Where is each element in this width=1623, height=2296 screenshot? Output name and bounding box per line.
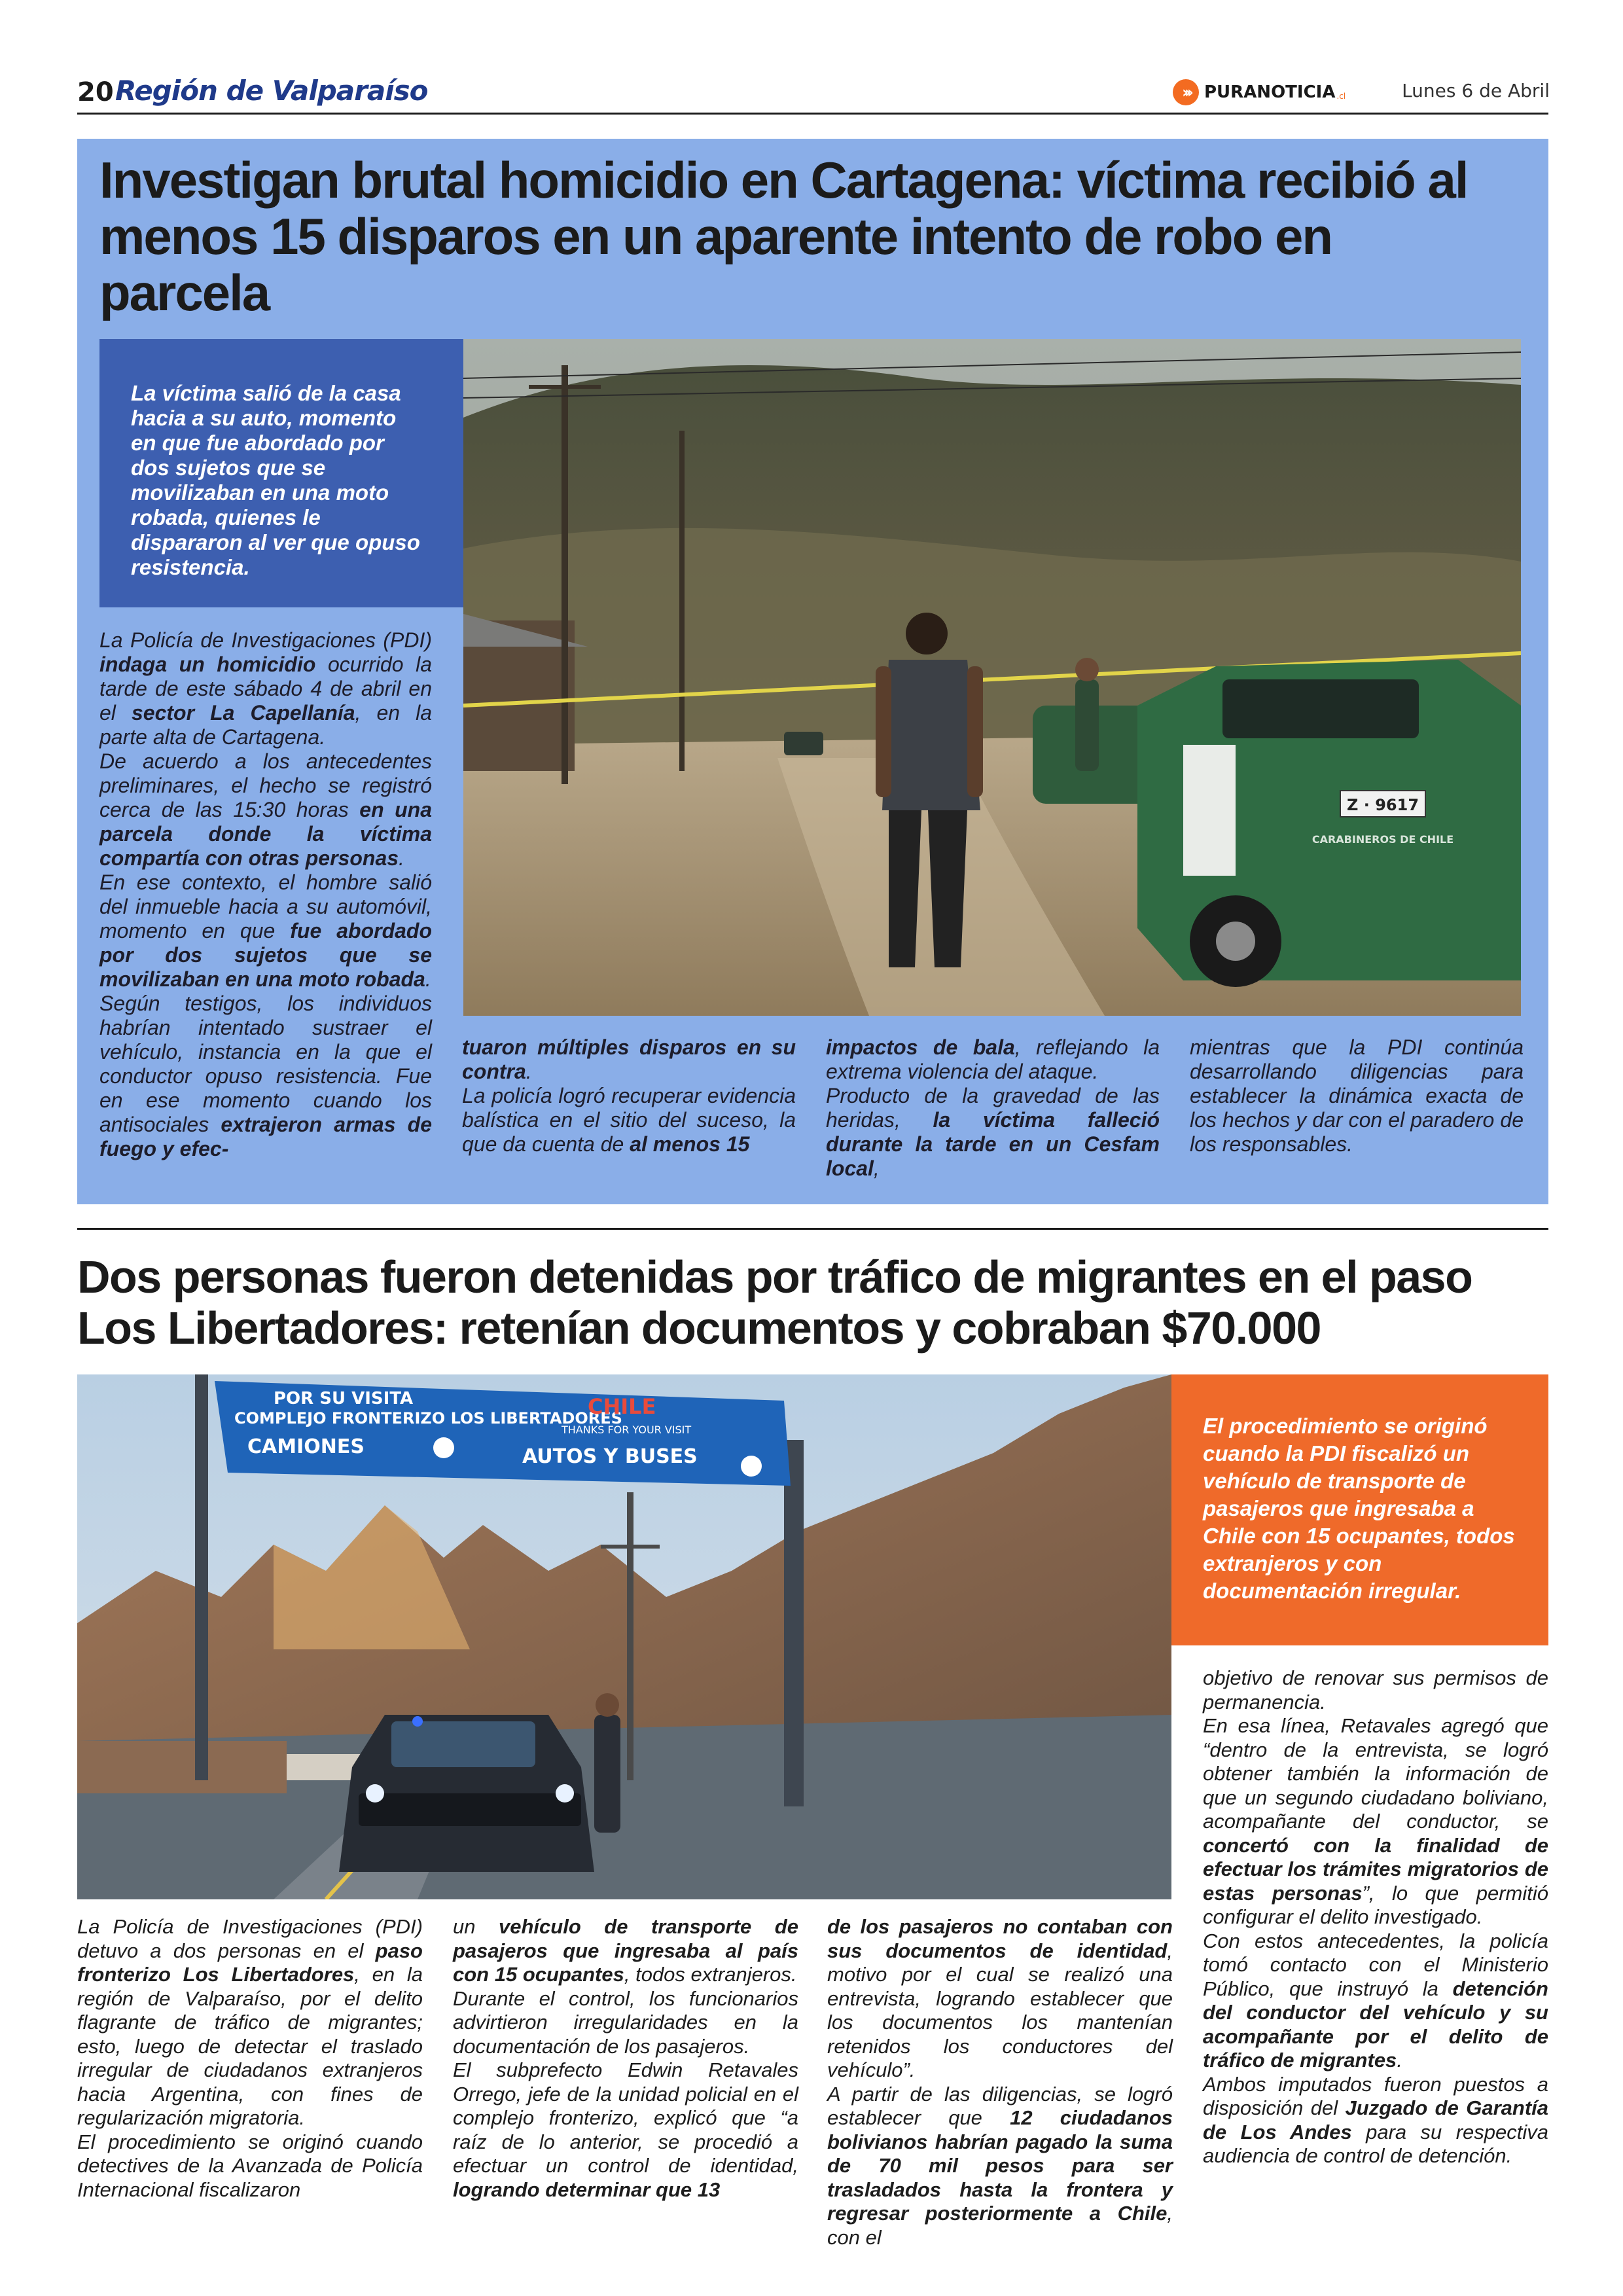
story2-c3-bold: de los pasajeros no contaban con sus documentos de identidad xyxy=(827,1915,1173,1962)
sign-complex-text: COMPLEJO FRONTERIZO LOS LIBERTADORES xyxy=(234,1409,622,1427)
story2-c4-text: para su respectiva audiencia de control de detención. xyxy=(1203,2120,1548,2167)
story2-c2-text: un xyxy=(453,1915,499,1938)
story2-c4-text: ”, lo que permitió configurar el delito investigado. xyxy=(1203,1881,1548,1928)
logo-suffix: .cl xyxy=(1336,92,1346,101)
border-crossing-illustration xyxy=(77,1374,1171,1899)
story1-c1-bold: en una parcela donde la víctima compartía con otras personas xyxy=(99,798,433,870)
story2-column-4 xyxy=(1203,1666,1548,2168)
story-divider xyxy=(77,1228,1548,1230)
story1-c2-bold: tuaron múltiples disparos en su contra xyxy=(462,1035,796,1083)
play-arrows-icon: ››› xyxy=(1173,79,1199,105)
story1-c2-text: La policía logró recuperar evidencia balística en el sitio del suceso, la que da cuenta de xyxy=(462,1084,796,1156)
story1-highlight-box xyxy=(99,339,463,607)
page-number: 20 xyxy=(77,77,114,107)
story2-c1-text: , en la región de Valparaíso, por el delito flagrante de tráfico de migrantes; esto, luego de detectar el traslado irregular de ciudadanos extranjeros hacia Argentina, con fines de regularización migratoria. xyxy=(77,1963,423,2129)
vehicle-label: CARABINEROS DE CHILE xyxy=(1311,833,1454,846)
story1-c3-bold: impactos de bala xyxy=(826,1035,1015,1059)
sign-thanks-text: THANKS FOR YOUR VISIT xyxy=(562,1424,692,1436)
story1-c1-text: . xyxy=(399,846,404,870)
story1-c3-text: , xyxy=(873,1157,880,1180)
story1-c1-bold: extrajeron armas de fuego y efec- xyxy=(99,1113,432,1160)
story2-c1-text: La Policía de Investigaciones (PDI) detuvo a dos personas en el xyxy=(77,1915,423,1962)
story2-headline: Dos personas fueron detenidas por tráfico de migrantes en el paso Los Libertadores: retenían documentos y cobraban $70.000 xyxy=(77,1251,1472,1354)
story2-column-3 xyxy=(827,1915,1173,2250)
logo-text: PURANOTICIA xyxy=(1204,82,1336,102)
story2-c3-text: , motivo por el cual se realizó una entrevista, logrando establecer que los documentos los mantenían retenidos los conductores del vehículo”. xyxy=(827,1939,1173,2081)
story1-c3-text: Producto de la gravedad de las heridas, xyxy=(826,1084,1160,1132)
story2-c2-bold: vehículo de transporte de pasajeros que ingresaba al país con 15 ocupantes xyxy=(453,1915,798,1986)
story2-c2-bold: logrando determinar que 13 xyxy=(453,2178,721,2201)
sign-top-text: POR SU VISITA xyxy=(274,1389,414,1408)
story2-c3-text: A partir de las diligencias, se logró establecer que xyxy=(827,2082,1173,2129)
arrow-icon xyxy=(433,1437,454,1458)
story1-c3-bold: la víctima falleció durante la tarde en un Cesfam local xyxy=(826,1108,1160,1180)
story2-c3-text: , con el xyxy=(827,2202,1173,2249)
story1-headline: Investigan brutal homicidio en Cartagena: víctima recibió al menos 15 disparos en un aparente intento de robo en parcela xyxy=(99,151,1468,321)
story2-c2-text: Durante el control, los funcionarios advirtieron irregularidades en la documentación de los pasajeros. xyxy=(453,1986,798,2058)
story1-c1-text: Según testigos, los individuos habrían intentado sustraer el vehículo, instancia en la que el conductor opuso resistencia. Fue en ese momento cuando los antisociales xyxy=(99,992,432,1136)
story2-c4-text: En esa línea, Retavales agregó que “dentro de la entrevista, se logró obtener también la información de que un segundo ciudadano boliviano, acompañante del conductor, se xyxy=(1203,1714,1548,1833)
crime-scene-illustration xyxy=(463,339,1521,1016)
story2-c4-bold: detención del conductor del vehículo y su acompañante por el delito de tráfico de migrantes xyxy=(1203,1977,1548,2072)
story1-c2-text: . xyxy=(526,1060,532,1083)
story1-c1-text: ocurrido la tarde de este sábado 4 de abril en el xyxy=(99,653,432,725)
license-plate: Z · 9617 xyxy=(1346,796,1419,814)
story2-c4-text: . xyxy=(1397,2049,1402,2072)
story2-c1-bold: paso fronterizo Los Libertadores xyxy=(77,1939,423,1986)
story2-highlight-text: El procedimiento se originó cuando la PDI fiscalizó un vehículo de transporte de pasajeros que ingresaba a Chile con 15 ocupantes, todos extranjeros y con documentación irregular. xyxy=(1203,1414,1515,1603)
story1-c1-bold: indaga un homicidio xyxy=(99,653,316,676)
story1-column-3 xyxy=(826,1035,1160,1181)
story2-column-2 xyxy=(453,1915,798,2202)
sign-trucks-text: CAMIONES xyxy=(247,1435,365,1458)
publication-logo[interactable] xyxy=(1173,79,1346,106)
story1-c1-text: De acuerdo a los antecedentes preliminares, el hecho se registró cerca de las 15:30 horas xyxy=(99,749,432,821)
section-title: Región de Valparaíso xyxy=(115,75,428,107)
story1-column-4 xyxy=(1190,1035,1524,1157)
story1-column-1 xyxy=(99,628,432,1161)
sign-country-text: CHILE xyxy=(588,1394,656,1419)
issue-date: Lunes 6 de Abril xyxy=(1402,80,1550,101)
story2-c4-bold: concertó con la finalidad de efectuar los trámites migratorios de estas personas xyxy=(1203,1833,1548,1905)
story2-c2-text: , todos extranjeros. xyxy=(624,1963,797,1986)
story1-photo xyxy=(463,339,1521,1016)
story2-c1-text: El procedimiento se originó cuando detectives de la Avanzada de Policía Internacional fiscalizaron xyxy=(77,2130,423,2201)
story2-c2-text: El subprefecto Edwin Retavales Orrego, jefe de la unidad policial en el complejo fronterizo, explicó que “a raíz de lo anterior, se procedió a efectuar un control de identidad, xyxy=(453,2058,798,2177)
story2-highlight-box xyxy=(1171,1374,1548,1645)
arrow-icon xyxy=(741,1456,762,1477)
story1-c1-text: La Policía de Investigaciones (PDI) xyxy=(99,628,432,652)
sign-cars-text: AUTOS Y BUSES xyxy=(522,1445,698,1468)
story1-c1-bold: fue abordado por dos sujetos que se movilizaban en una moto robada xyxy=(99,919,433,991)
story2-c4-bold: Juzgado de Garantía de Los Andes xyxy=(1203,2096,1548,2144)
story1-c1-text: . xyxy=(425,967,431,991)
story2-c4-text: objetivo de renovar sus permisos de permanencia. xyxy=(1203,1666,1548,1713)
story1-c4-text: mientras que la PDI continúa desarrollando diligencias para establecer la dinámica exacta de los hechos y dar con el paradero de los responsables. xyxy=(1190,1035,1524,1156)
story1-column-2 xyxy=(462,1035,796,1157)
story2-c4-text: Ambos imputados fueron puestos a disposición del xyxy=(1203,2072,1548,2119)
story2-photo xyxy=(77,1374,1171,1899)
story2-c4-text: Con estos antecedentes, la policía tomó contacto con el Ministerio Público, que instruyó la xyxy=(1203,1929,1548,2000)
header-divider xyxy=(77,113,1548,115)
story2-c3-bold: 12 ciudadanos bolivianos habrían pagado la suma de 70 mil pesos para ser trasladados hasta la frontera y regresar posteriormente a Chile xyxy=(827,2106,1173,2225)
story1-c3-text: , reflejando la extrema violencia del ataque. xyxy=(826,1035,1160,1083)
story1-highlight-text: La víctima salió de la casa hacia a su auto, momento en que fue abordado por dos sujetos que se movilizaban en una moto robada, quienes le dispararon al ver que opuso resistencia. xyxy=(131,381,420,579)
story1-c1-text: , en la parte alta de Cartagena. xyxy=(99,701,433,749)
story1-c1-text: En ese contexto, el hombre salió del inmueble hacia a su automóvil, momento en que xyxy=(99,870,432,942)
story1-c1-bold: sector La Capellanía xyxy=(131,701,355,725)
story1-c2-bold: al menos 15 xyxy=(630,1132,750,1156)
story2-column-1 xyxy=(77,1915,423,2202)
